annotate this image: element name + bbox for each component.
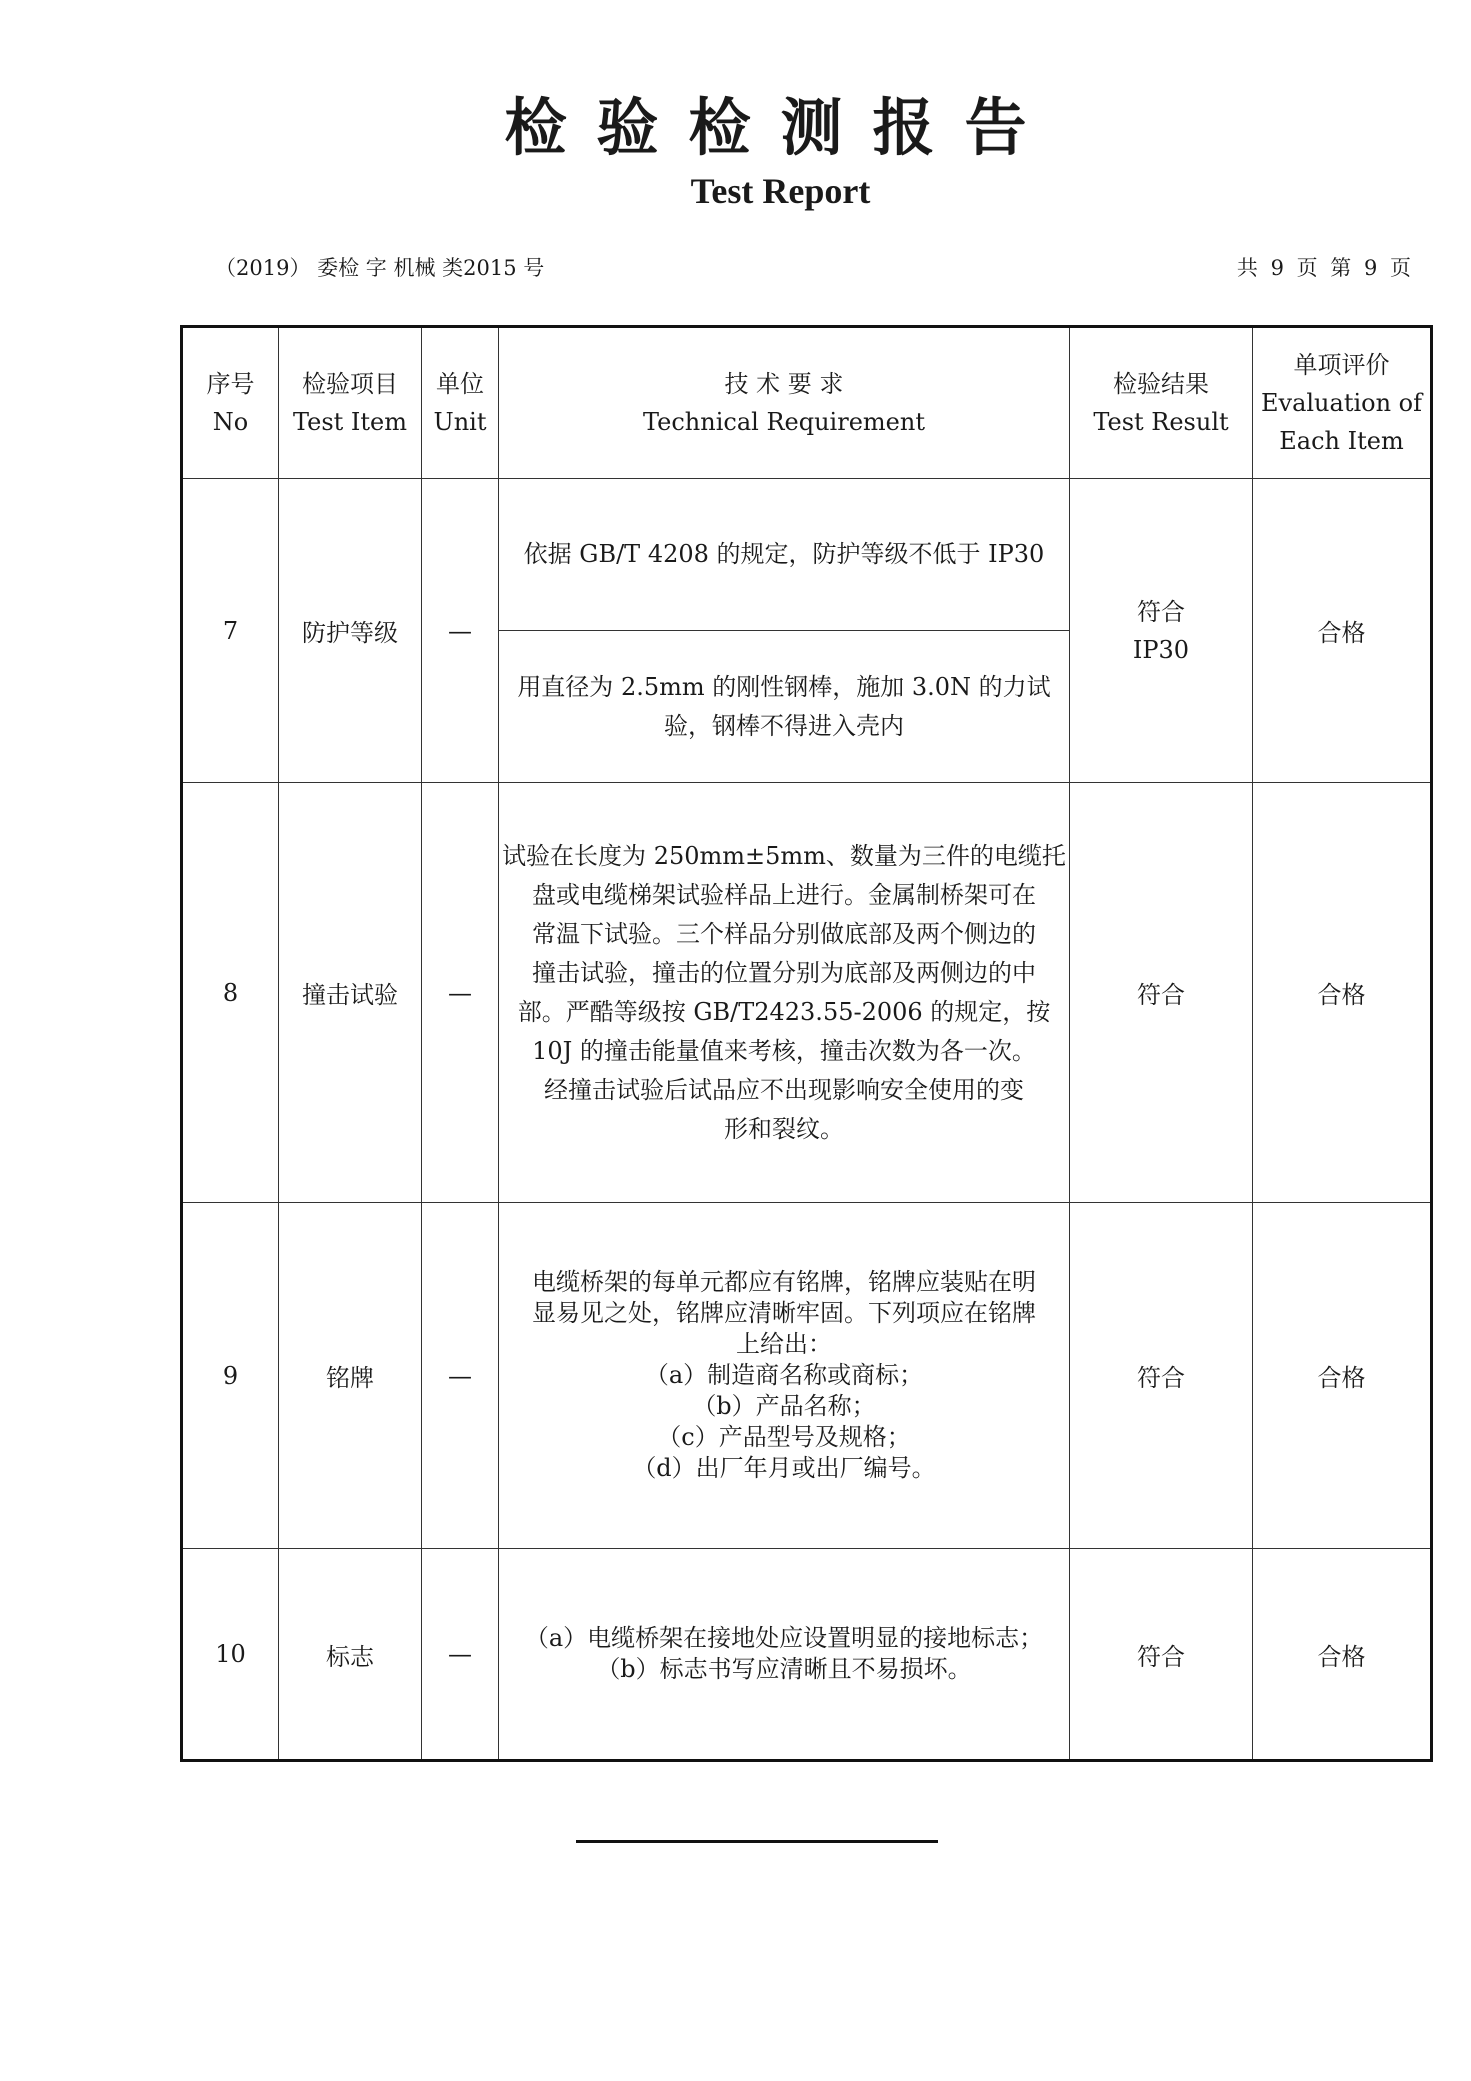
header-test-item: 检验项目 Test Item	[279, 327, 422, 479]
header-technical-requirement: 技 术 要 求 Technical Requirement	[499, 327, 1070, 479]
row-test-result: 符合 IP30	[1070, 479, 1253, 783]
row-requirement: 电缆桥架的每单元都应有铭牌，铭牌应装贴在明 显易见之处，铭牌应清晰牢固。下列项应在铭牌 上给出： （a）制造商名称或商标； （b）产品名称； （c）产品型号及规格； （d）出厂年月或出厂编号。	[499, 1203, 1070, 1549]
row-requirement: 用直径为 2.5mm 的刚性钢棒，施加 3.0N 的力试 验，钢棒不得进入壳内	[499, 631, 1070, 783]
row-no: 10	[182, 1549, 279, 1761]
end-of-report-line	[576, 1840, 938, 1843]
row-requirement: （a）电缆桥架在接地处应设置明显的接地标志； （b）标志书写应清晰且不易损坏。	[499, 1549, 1070, 1761]
row-test-result: 符合	[1070, 783, 1253, 1203]
row-evaluation: 合格	[1253, 1549, 1432, 1761]
header-test-result: 检验结果 Test Result	[1070, 327, 1253, 479]
row-unit: —	[422, 783, 499, 1203]
row-evaluation: 合格	[1253, 479, 1432, 783]
row-test-item: 防护等级	[279, 479, 422, 783]
row-unit: —	[422, 479, 499, 783]
page-indicator: 共 9 页 第 9 页	[1236, 256, 1411, 280]
row-unit: —	[422, 1549, 499, 1761]
table-row	[182, 783, 1432, 1203]
row-test-item: 撞击试验	[279, 783, 422, 1203]
row-test-result: 符合	[1070, 1549, 1253, 1761]
row-evaluation: 合格	[1253, 783, 1432, 1203]
report-number: （2019） 委检 字 机械 类2015 号	[215, 256, 545, 280]
table-row	[182, 1203, 1432, 1549]
row-no: 9	[182, 1203, 279, 1549]
report-title-en: Test Report	[690, 171, 871, 211]
header-unit: 单位 Unit	[422, 327, 499, 479]
table-row	[182, 1549, 1432, 1761]
row-no: 8	[182, 783, 279, 1203]
header-no: 序号 No	[182, 327, 279, 479]
row-no: 7	[182, 479, 279, 783]
table-header-row	[182, 327, 1432, 479]
row-requirement: 试验在长度为 250mm±5mm、数量为三件的电缆托 盘或电缆梯架试验样品上进行。金属制桥架可在 常温下试验。三个样品分别做底部及两个侧边的 撞击试验，撞击的位置分别为底部及两侧边的中 部。严酷等级按 GB/T2423.55-2006 的规定，按 10J 的撞击能量值来考核，撞击次数为各一次。 经撞击试验后试品应不出现影响安全使用的变 形和裂纹。	[499, 783, 1070, 1203]
test-results-table	[180, 325, 1433, 1762]
row-test-item: 标志	[279, 1549, 422, 1761]
header-evaluation: 单项评价 Evaluation of Each Item	[1253, 327, 1432, 479]
row-unit: —	[422, 1203, 499, 1549]
row-requirement: 依据 GB/T 4208 的规定，防护等级不低于 IP30	[499, 479, 1070, 631]
row-test-result: 符合	[1070, 1203, 1253, 1549]
report-title-cn: 检验检测报告	[504, 91, 1057, 164]
table-row	[182, 479, 1432, 631]
row-evaluation: 合格	[1253, 1203, 1432, 1549]
row-test-item: 铭牌	[279, 1203, 422, 1549]
